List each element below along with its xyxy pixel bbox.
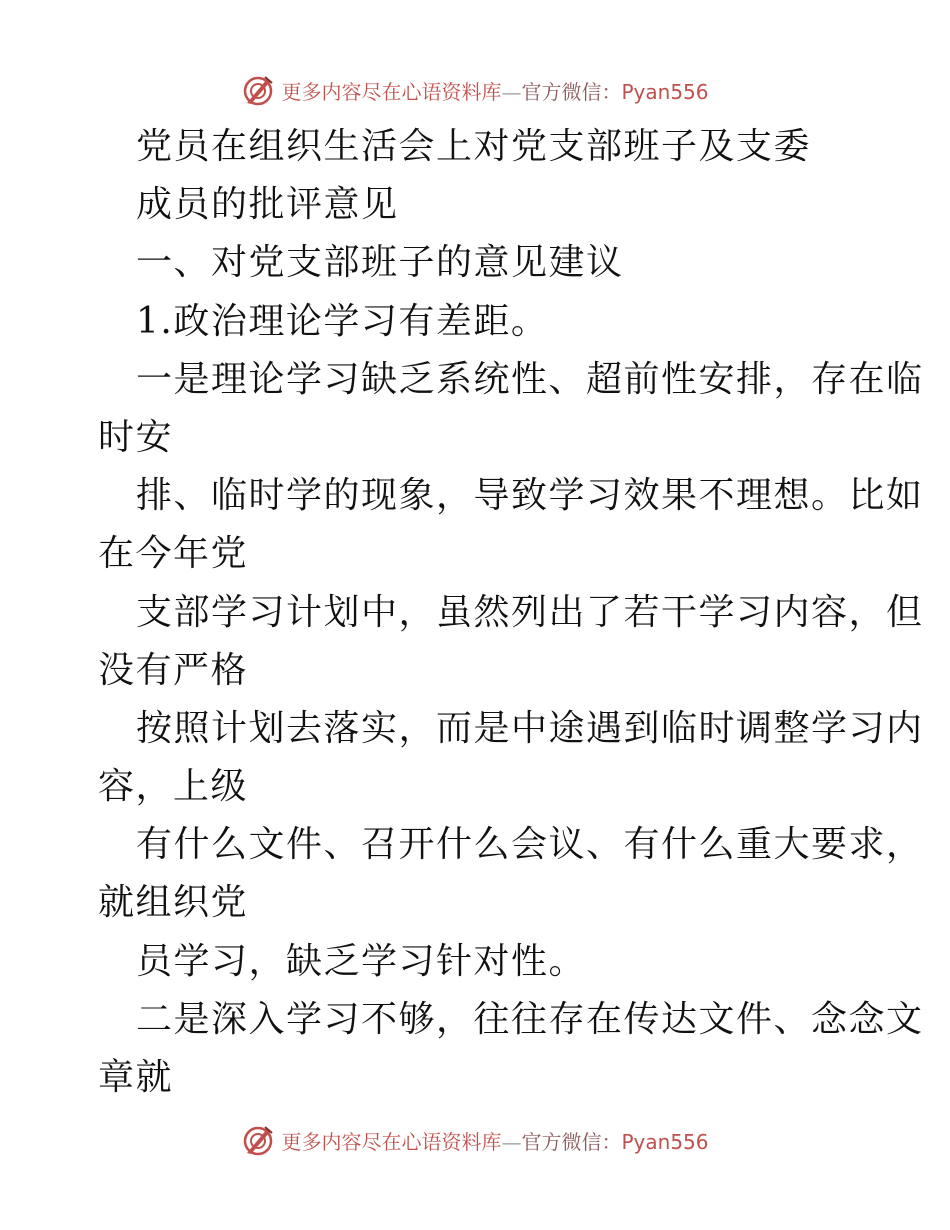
- quill-logo-icon: [241, 1123, 275, 1157]
- banner-wechat-label: 官方微信：: [521, 1129, 622, 1154]
- banner-dash: —: [501, 1129, 522, 1154]
- banner-main-text: 更多内容尽在心语资料库: [281, 79, 502, 104]
- banner-text: [281, 76, 708, 105]
- text-line: 按照计划去落实，而是中途遇到临时调整学习内: [136, 707, 924, 749]
- banner-content: [241, 73, 708, 107]
- text-line: 1.政治理论学习有差距。: [136, 300, 549, 342]
- quill-logo-icon: [241, 73, 275, 107]
- header-banner: [0, 70, 950, 110]
- banner-content: [241, 1123, 708, 1157]
- text-line: 有什么文件、召开什么会议、有什么重大要求，: [136, 824, 924, 866]
- banner-wechat-id: Pyan556: [621, 1129, 709, 1154]
- text-line: 员学习，缺乏学习针对性。: [136, 940, 587, 982]
- banner-main-text: 更多内容尽在心语资料库: [281, 1129, 502, 1154]
- text-line: 时安: [98, 416, 174, 458]
- text-line: 排、临时学的现象，导致学习效果不理想。比如: [136, 475, 924, 517]
- text-line: 没有严格: [98, 649, 249, 691]
- text-line: 成员的批评意见: [136, 184, 399, 226]
- banner-wechat-id: Pyan556: [621, 79, 709, 104]
- text-line: 党员在组织生活会上对党支部班子及支委: [136, 126, 812, 167]
- banner-wechat-label: 官方微信：: [521, 79, 622, 104]
- text-line: 就组织党: [98, 882, 249, 924]
- banner-dash: —: [501, 79, 522, 104]
- text-line: 容，上级: [98, 766, 249, 808]
- text-line: 一、对党支部班子的意见建议: [136, 242, 624, 284]
- banner-text: [281, 1126, 708, 1155]
- text-line: 支部学习计划中，虽然列出了若干学习内容，但: [136, 591, 924, 633]
- text-line: 一是理论学习缺乏系统性、超前性安排，存在临: [136, 358, 924, 400]
- text-line: 章就: [98, 1057, 174, 1098]
- text-line: 二是深入学习不够，往往存在传达文件、念念文: [136, 998, 924, 1040]
- text-line: 在今年党: [98, 533, 249, 575]
- document-body: [98, 118, 924, 1107]
- footer-banner: [0, 1120, 950, 1160]
